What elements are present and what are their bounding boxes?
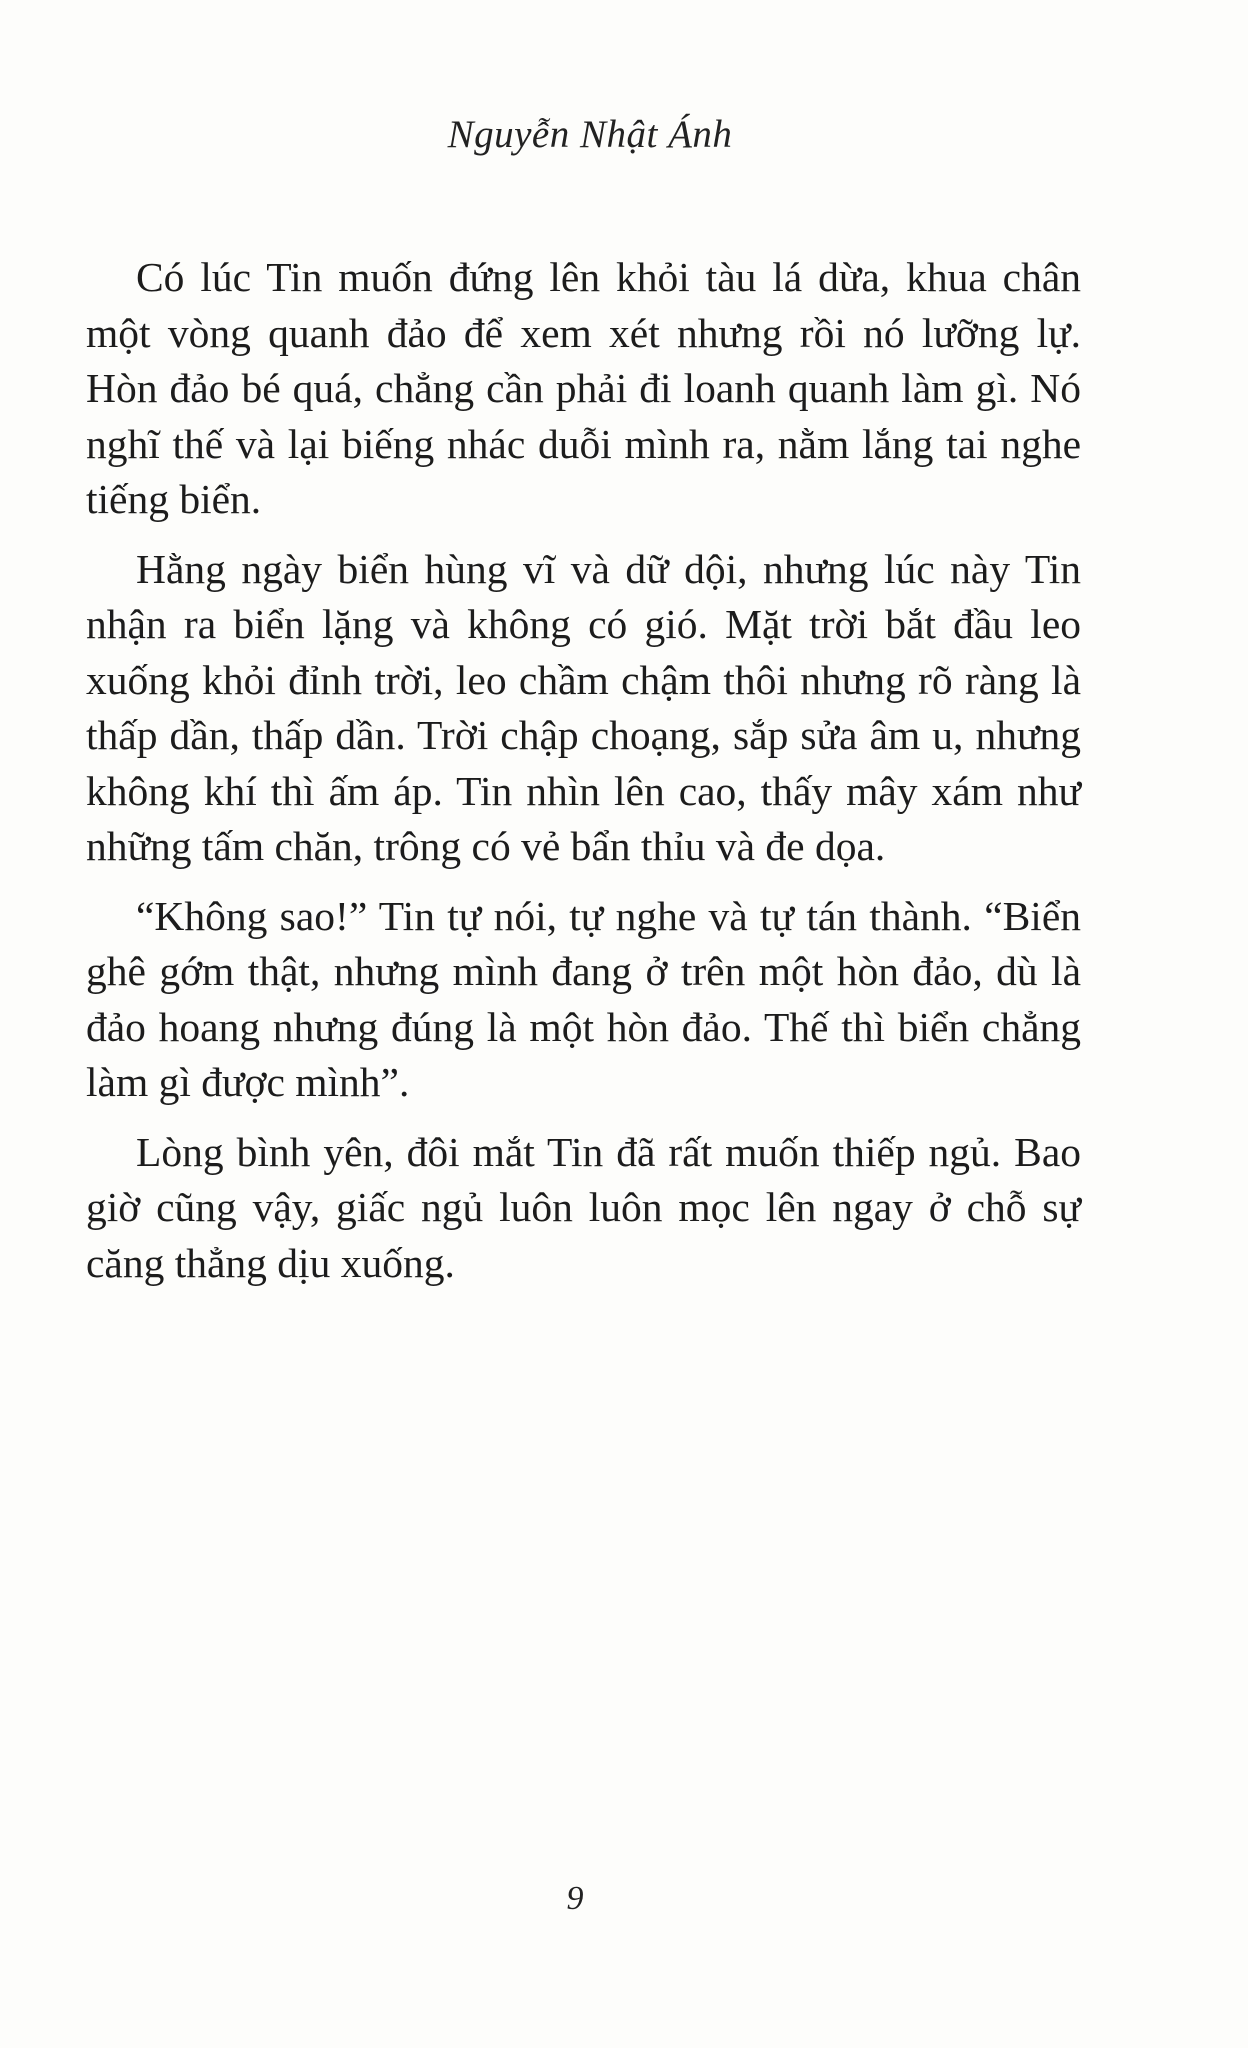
paragraph: “Không sao!” Tin tự nói, tự nghe và tự tán thành. “Biển ghê gớm thật, nhưng mình đang ở trên một hòn đảo, dù là đảo hoang nhưng đúng là một hòn đảo. Thế thì biển chẳng làm gì được mình”. xyxy=(86,892,1081,1105)
page-number: 9 xyxy=(566,1880,584,1917)
running-head-author: Nguyễn Nhật Ánh xyxy=(447,113,733,156)
paragraph: Hằng ngày biển hùng vĩ và dữ dội, nhưng lúc này Tin nhận ra biển lặng và không có gió. Mặt trời bắt đầu leo xuống khỏi đỉnh trời, leo chầm chậm thôi nhưng rõ ràng là thấp dần, thấp dần. Trời chập choạng, sắp sửa âm u, nhưng không khí thì ấm áp. Tin nhìn lên cao, thấy mây xám như những tấm chăn, trông có vẻ bẩn thỉu và đe dọa. xyxy=(86,545,1081,869)
paragraph: Lòng bình yên, đôi mắt Tin đã rất muốn thiếp ngủ. Bao giờ cũng vậy, giấc ngủ luôn luôn mọc lên ngay ở chỗ sự căng thẳng dịu xuống. xyxy=(86,1128,1081,1286)
paragraph: Có lúc Tin muốn đứng lên khỏi tàu lá dừa, khua chân một vòng quanh đảo để xem xét nhưng rồi nó lưỡng lự. Hòn đảo bé quá, chẳng cần phải đi loanh quanh làm gì. Nó nghĩ thế và lại biếng nhác duỗi mình ra, nằm lắng tai nghe tiếng biển. xyxy=(86,254,1081,522)
body-text xyxy=(86,250,1081,1305)
